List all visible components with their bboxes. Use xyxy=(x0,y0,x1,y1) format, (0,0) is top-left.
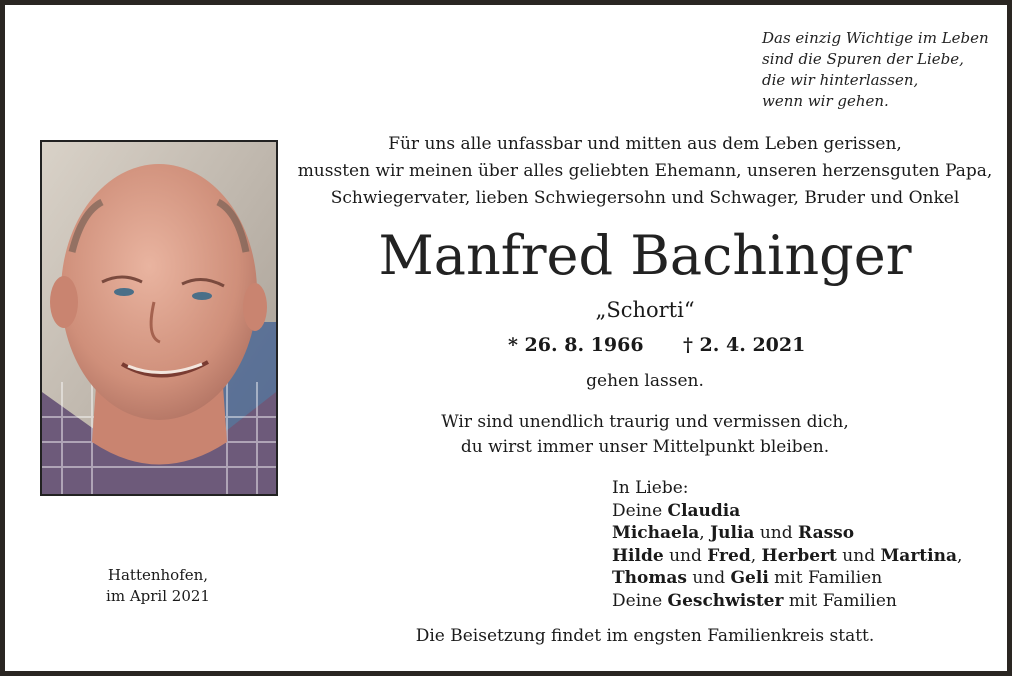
mourner-name: Michaela xyxy=(612,523,700,543)
text: , xyxy=(750,545,762,566)
mourner-name: Geschwister xyxy=(667,590,784,611)
signoff-heading: In Liebe: xyxy=(612,478,689,498)
mourner-name: Rasso xyxy=(798,523,855,543)
deceased-nickname: „Schorti“ xyxy=(595,298,695,322)
mourner-name: Claudia xyxy=(667,500,741,521)
grief-line: du wirst immer unser Mittelpunkt bleiben. xyxy=(460,437,830,457)
text: und xyxy=(686,568,731,588)
mourner-name: Martina xyxy=(880,545,957,566)
signoff-line xyxy=(612,567,962,590)
signoff-line xyxy=(612,522,962,545)
signoff-line xyxy=(612,545,962,568)
text: und xyxy=(663,545,708,566)
mourner-name: Hilde xyxy=(612,545,664,566)
intro-text xyxy=(290,131,1000,212)
funeral-note: Die Beisetzung findet im engsten Familienkreis statt. xyxy=(415,626,875,646)
signoff-line xyxy=(612,590,962,613)
place-town: Hattenhofen, xyxy=(107,566,209,584)
birth-date: * 26. 8. 1966 xyxy=(508,334,644,356)
intro-line: Schwiegervater, lieben Schwiegersohn und Schwager, Bruder und Onkel xyxy=(330,188,960,208)
text: Deine xyxy=(612,590,668,611)
text: Deine xyxy=(612,500,668,521)
mourner-name: Thomas xyxy=(612,568,687,588)
motto-line: Das einzig Wichtige im Leben xyxy=(762,29,989,47)
mourner-name: Geli xyxy=(730,568,769,588)
portrait-illustration xyxy=(42,142,276,494)
death-date: † 2. 4. 2021 xyxy=(683,334,806,356)
mourner-name: Julia xyxy=(710,523,755,543)
motto-line: sind die Spuren der Liebe, xyxy=(762,50,964,68)
intro-line: Für uns alle unfassbar und mitten aus dem Leben gerissen, xyxy=(388,134,902,154)
grief-text xyxy=(290,410,1000,460)
signoff-line xyxy=(612,500,962,523)
text: und xyxy=(836,545,881,566)
signoff-block xyxy=(612,477,962,612)
deceased-name: Manfred Bachinger xyxy=(378,224,912,287)
text: und xyxy=(754,523,799,543)
grief-line: Wir sind unendlich traurig und vermissen dich, xyxy=(441,412,849,432)
mourner-name: Fred xyxy=(707,545,751,566)
text: , xyxy=(956,545,963,566)
text: , xyxy=(699,523,711,543)
portrait-photo xyxy=(40,140,278,496)
place-month: im April 2021 xyxy=(106,587,210,605)
motto-line: die wir hinterlassen, xyxy=(762,71,919,89)
let-go-text: gehen lassen. xyxy=(586,371,704,391)
text: mit Familien xyxy=(783,590,897,611)
motto-quote xyxy=(762,28,989,112)
intro-line: mussten wir meinen über alles geliebten Ehemann, unseren herzensguten Papa, xyxy=(297,161,993,181)
motto-line: wenn wir gehen. xyxy=(762,92,889,110)
text: mit Familien xyxy=(768,568,883,588)
mourner-name: Herbert xyxy=(761,545,837,566)
place-date xyxy=(100,565,216,607)
